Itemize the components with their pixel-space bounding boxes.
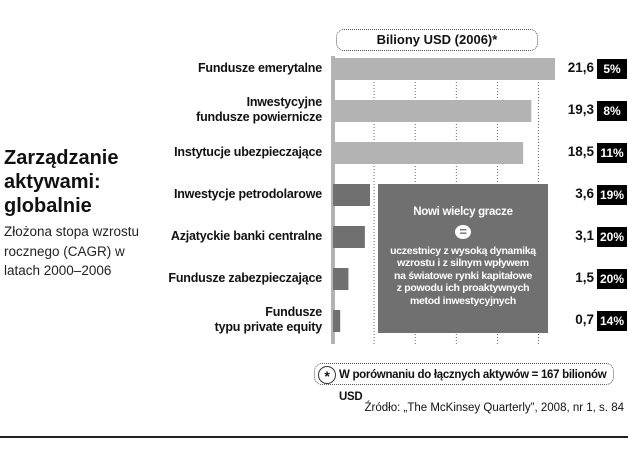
value-label: 21,6 [567,60,594,75]
note-line: z powodu ich proaktywnych [396,282,530,294]
note-line: wzrostu i z silnym wpływem [397,257,529,269]
category-label-line: Inwestycje petrodolarowe [173,186,322,201]
category-label-line: Instytucje ubezpieczające [174,144,322,159]
value-label: 0,7 [575,312,594,327]
category-label-line: Inwestycyjne [246,95,322,109]
value-label: 19,3 [567,102,594,117]
equals-icon: = [455,225,471,239]
value-label: 3,6 [575,186,594,201]
category-label-line: Fundusze zabezpieczające [168,270,322,285]
category-label [157,271,322,286]
bar [333,100,531,122]
note-title: Nowi wielcy gracze [413,206,513,218]
footnote [314,363,614,403]
bar [333,226,365,248]
bar [333,310,340,332]
value-label: 1,5 [575,270,594,285]
category-label-line: typu private equity [214,320,322,334]
footnote-text: W porównaniu do łącznych aktywów = 167 bilionów USD [339,369,607,403]
category-label-line: Azjatyckie banki centralne [170,228,322,243]
unit-label: Biliony USD (2006)* [336,29,538,51]
cagr-badge: 20% [597,227,627,247]
new-players-note [378,184,548,333]
chart-subtitle: Złożona stopa wzrostu rocznego (CAGR) w latach 2000–2006 [4,224,140,278]
bar [333,268,348,290]
note-line: uczestnicy z wysoką dynamiką [390,244,536,257]
source-citation: Źródło: „The McKinsey Quarterly”, 2008, nr 1, s. 84 [364,402,624,414]
category-label [157,187,322,202]
category-label [157,61,322,76]
category-label-line: fundusze powiernicze [196,110,322,124]
bar [333,184,370,206]
chart-title: Zarządzanie aktywami: globalnie [4,147,119,217]
bar [333,58,555,80]
note-line: na światowe rynki kapitałowe [393,269,533,282]
category-label [157,229,322,244]
cagr-badge: 11% [597,143,627,163]
bar [333,142,523,164]
asterisk-icon: * [318,366,336,384]
value-label: 3,1 [575,228,594,243]
cagr-badge: 8% [597,101,627,121]
category-label [157,145,322,160]
value-label: 18,5 [567,144,594,159]
category-label-line: Fundusze emerytalne [197,60,322,75]
cagr-badge: 5% [597,59,627,79]
category-label [157,95,322,125]
cagr-badge: 19% [597,185,627,205]
cagr-badge: 14% [597,311,627,331]
bottom-rule [0,436,628,438]
category-label-line: Fundusze [265,305,322,319]
cagr-badge: 20% [597,269,627,289]
note-line: metod inwestycyjnych [409,294,517,307]
category-label [157,305,322,335]
